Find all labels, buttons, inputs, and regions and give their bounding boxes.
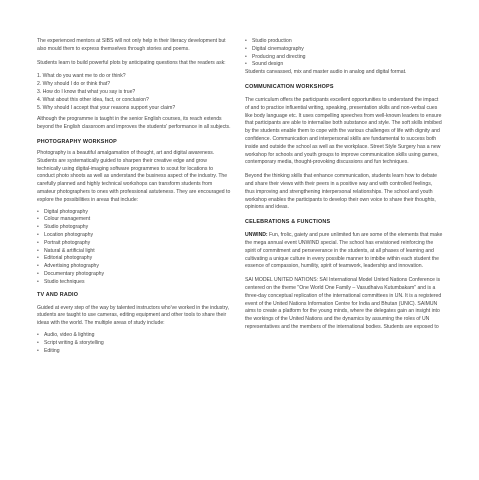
list-item: • Natural & artificial light	[37, 248, 231, 256]
tv-radio-heading: TV AND RADIO	[37, 291, 79, 298]
celebrations-heading: CELEBRATIONS & FUNCTIONS	[245, 219, 331, 226]
list-item: • Editorial photography	[37, 255, 231, 263]
question-item: 4. What about this other idea, fact, or conclusion?	[37, 96, 149, 103]
list-item: • Digital photography	[37, 209, 231, 217]
tv-radio-list	[37, 332, 231, 355]
list-item: • Audio, video & lighting	[37, 332, 231, 340]
unwind-text: Fun, frolic, gaiety and pure unlimited fun are some of the elements that make the mega annual event UNWIND special. The school has envisioned reinforcing the spirit of commitment and perseverance in the students, at all phases of learning and cultivating a unique culture in every possible manner to imbibe within each student the essence of compassion, humility, spirit of teamwork, leadership and innovation.	[245, 232, 443, 270]
tv-radio-paragraph: Guided at every step of the way by talented instructors who've worked in the industry, students are taught to use cameras, editing equipment and other tools to share their ideas with the world. The multiple areas of study include:	[37, 304, 229, 327]
unwind-lead: UNWIND:	[245, 232, 268, 239]
photography-list	[37, 209, 231, 287]
list-item: • Editing	[37, 348, 231, 356]
question-item: 1. What do you want me to do or think?	[37, 73, 126, 80]
list-item: • Studio photography	[37, 224, 231, 232]
question-list	[37, 73, 231, 112]
question-item: 3. How do I know that what you say is true?	[37, 88, 136, 95]
communication-paragraph: The curriculum offers the participants excellent opportunities to understand the impact of and to practice influential writing, speaking, presentation skills and non-verbal cues like body language etc. It uses compelling speeches from well-known leaders to ensure that participants are able to internalise both substance and style. The soft skills imbibed by the students enable them to cope with the various challenges of life with dignity and confidence. Communication and interpersonal skills are fundamental to success both inside and outside the school as well as the workplace. Street Style Surgery has a new workshop for schools and youth groups to improve communication skills using games, contemporary media, thought-provoking discussions and fun techniques.	[245, 96, 442, 166]
list-item: • Script writing & storytelling	[37, 340, 231, 348]
plots-paragraph: Students learn to build powerful plots by anticipating questions that the readers ask:	[37, 59, 226, 66]
question-item: 2. Why should I do or think that?	[37, 81, 111, 88]
right-column	[245, 38, 443, 332]
list-item: • Documentary photography	[37, 271, 231, 279]
list-item: • Digital cinematography	[245, 46, 443, 54]
list-item: • Producing and directing	[245, 54, 443, 62]
tv-radio-list-continued	[245, 38, 443, 69]
list-item: • Studio production	[245, 38, 443, 46]
list-item: • Location photography	[37, 232, 231, 240]
saimun-paragraph: SAI MODEL UNITED NATIONS: SAI International Model United Nations Conference is centered on the theme "One World One Family – Vasudhaiva Kutumbakam" and is a three-day conceptual replication of the international committees in UN. It is a registered event of the United Nations Information Centre for India and Bhutan (UNIC). SAIMUN aims to create a platform for the young minds, where the delegates gain an insight into the workings of the United Nations and the dynamics by assuming the roles of UN representatives and the members of the international bodies. Students are exposed to	[245, 277, 442, 330]
unwind-paragraph	[245, 232, 443, 271]
list-item: • Advertising photography	[37, 263, 231, 271]
canvassed-paragraph: Students canvassed, mix and master audio in analog and digital format.	[245, 69, 407, 76]
communication-paragraph-2: Beyond the thinking skills that enhance communication, students learn how to debate and share their views with their peers in a positive way and with controlled feelings, thus improving and strengthening interpersonal relationships. The school and youth workshop enables the participants to develop their own voice to share their thoughts, opinions and ideas.	[245, 173, 437, 211]
left-column	[37, 38, 231, 355]
question-item: 5. Why should I accept that your reasons support your claim?	[37, 104, 176, 111]
list-item: • Colour management	[37, 216, 231, 224]
english-paragraph: Although the programme is taught in the senior English courses, its reach extends beyond the English classroom and improves the students' performance in all subjects.	[37, 116, 231, 131]
communication-heading: COMMUNICATION WORKSHOPS	[245, 83, 334, 90]
list-item: • Sound design	[245, 61, 443, 69]
list-item: • Portrait photography	[37, 240, 231, 248]
photography-paragraph: Photography is a beautiful amalgamation of thought, art and digital awareness. Students are systematically guided to sharpen their creative edge and grow technically using digital-imaging software programmes to scout for locations to conduct photo shoots as well as understand the business aspect of the industry. The carefully planned and highly technical workshops can transform students from amateur photographers to ones with professional astuteness. They are encouraged to explore the possibilities in areas that include:	[37, 149, 231, 203]
intro-paragraph: The experienced mentors at SIBS will not only help in their literacy development but also mould them to express themselves through stories and poems.	[37, 38, 226, 52]
list-item: • Studio techniques	[37, 279, 231, 287]
photography-heading: PHOTOGRAPHY WORKSHOP	[37, 138, 117, 145]
